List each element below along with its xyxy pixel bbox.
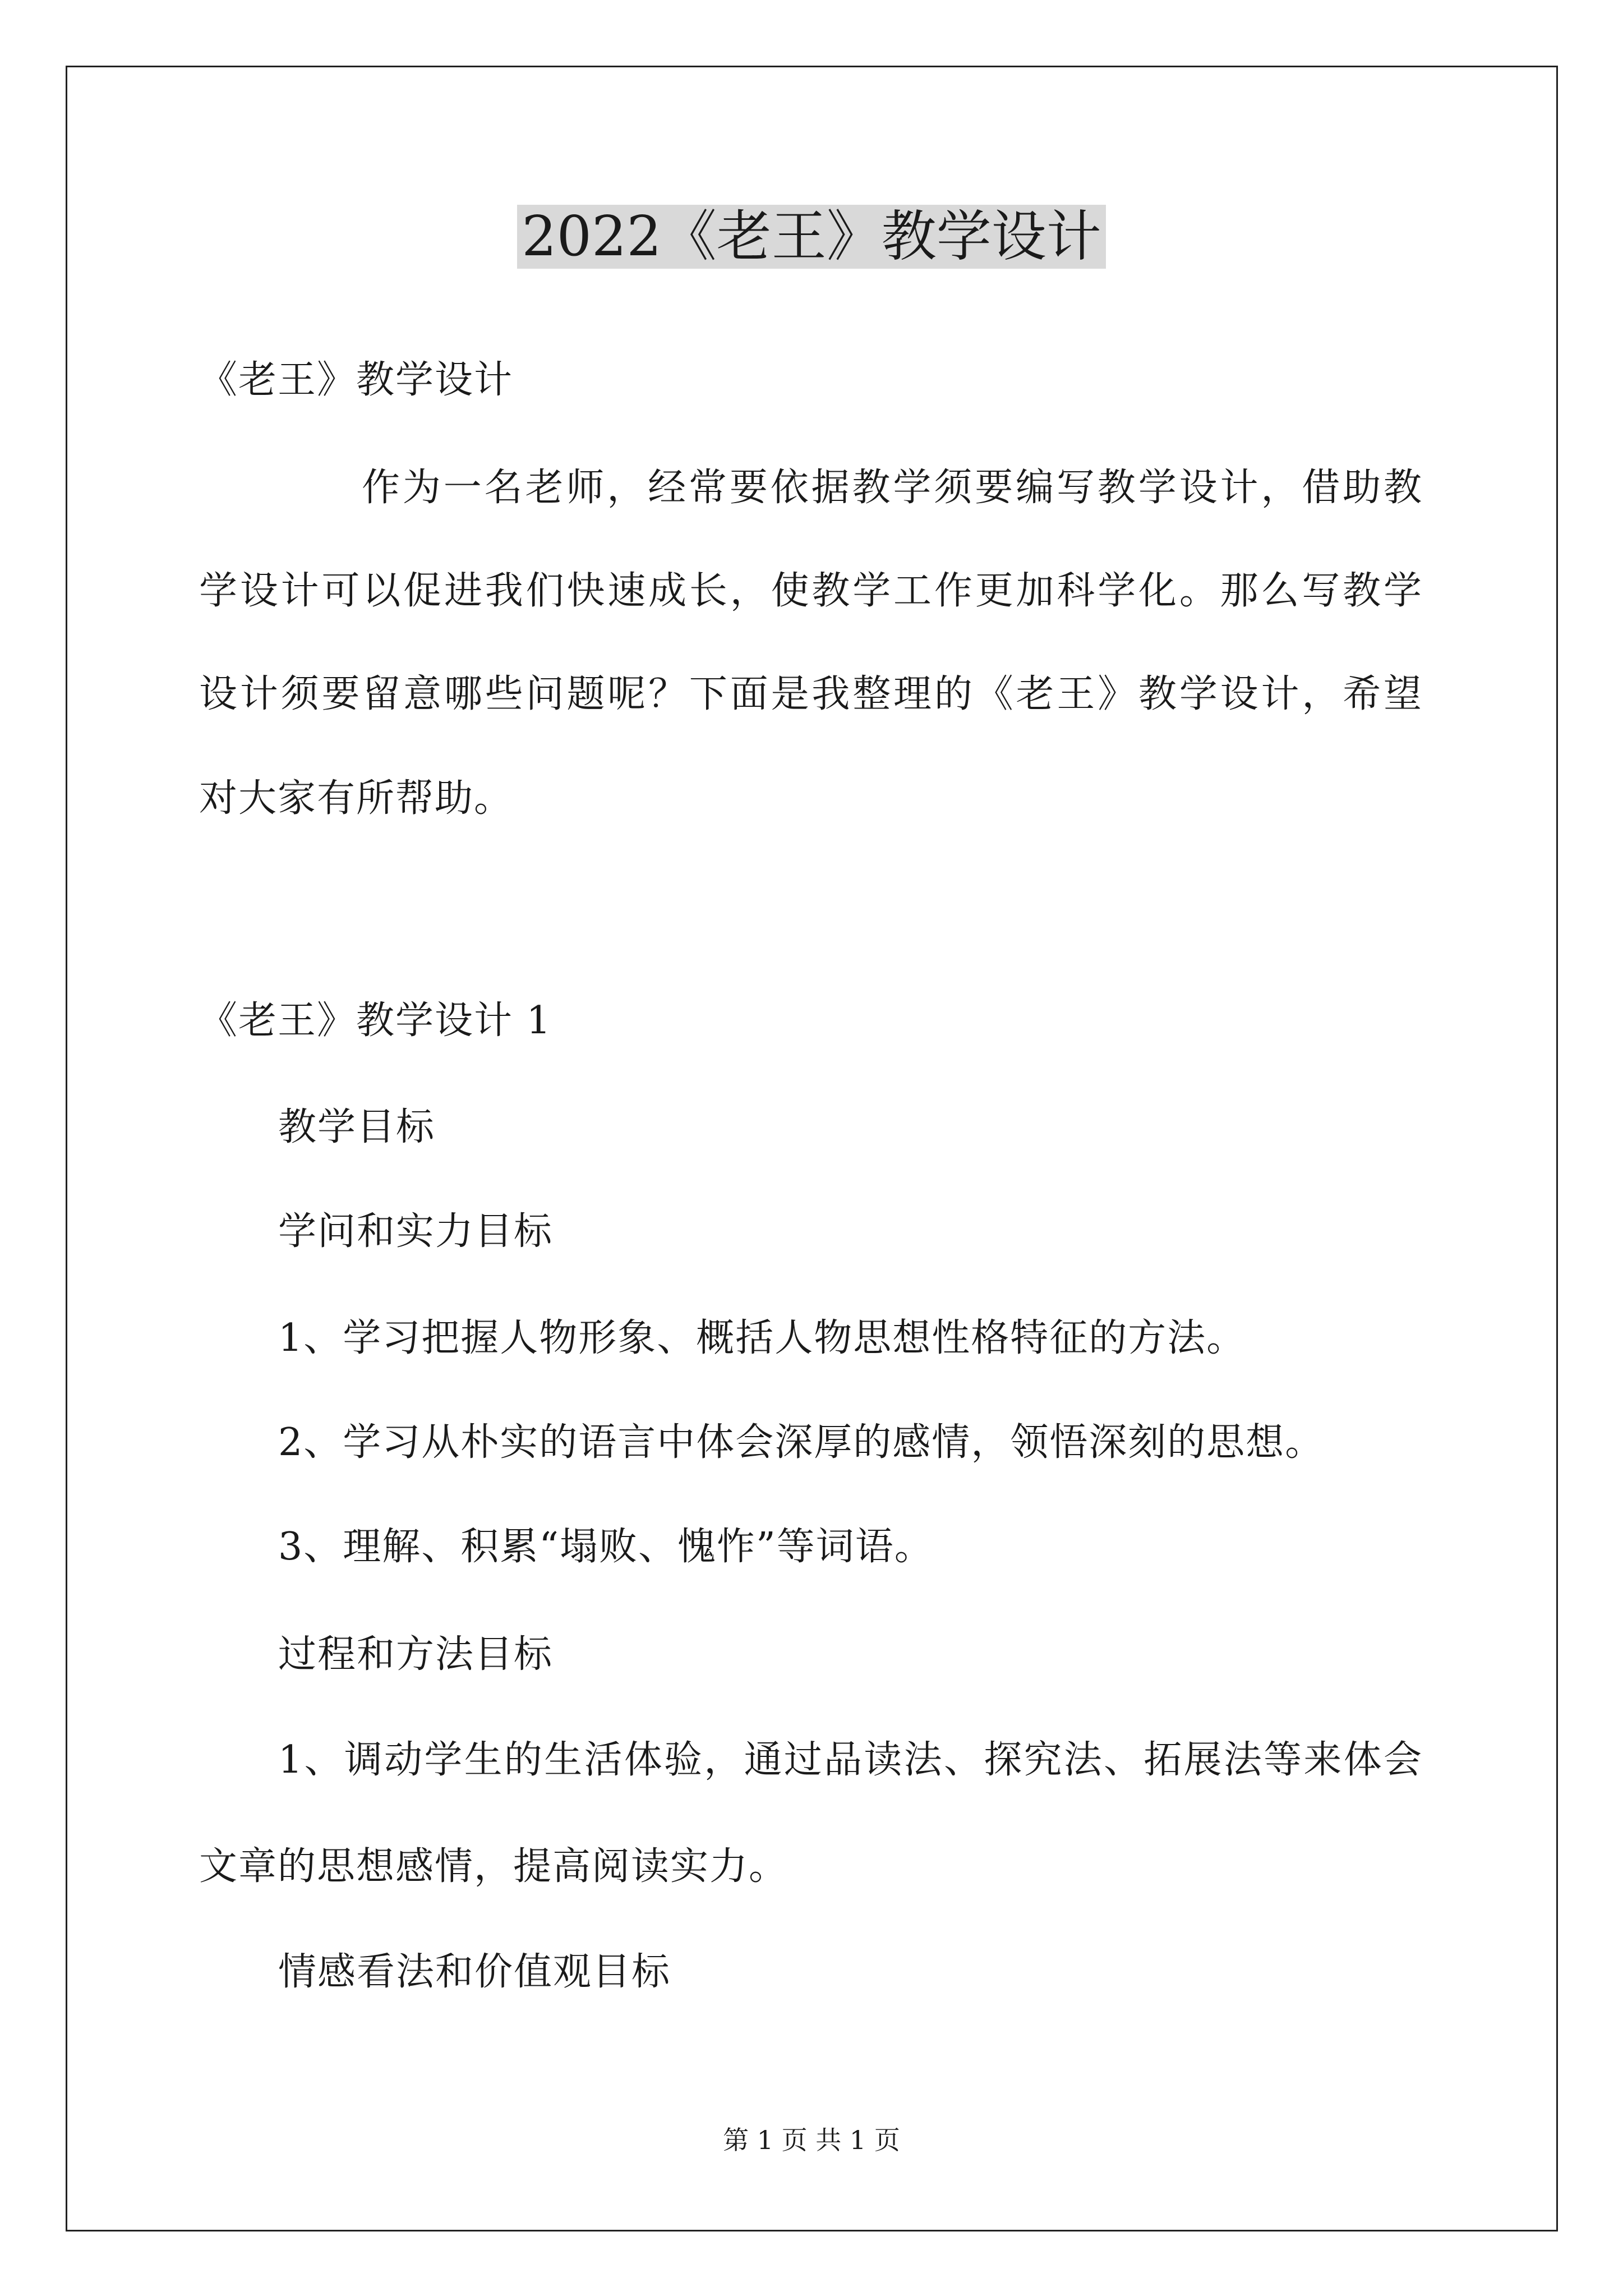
intro-line-3: 设计须要留意哪些问题呢？下面是我整理的《老王》教学设计，希望	[199, 672, 1423, 716]
emotion-heading: 情感看法和价值观目标	[278, 1950, 671, 1994]
intro-line-2: 学设计可以促进我们快速成长，使教学工作更加科学化。那么写教学	[199, 569, 1423, 613]
page-number-text: 第 1 页 共 1 页	[723, 2125, 900, 2155]
knowledge-item-3: 3、理解、积累“塌败、愧怍”等词语。	[278, 1525, 934, 1569]
document-subtitle: 《老王》教学设计	[199, 358, 514, 402]
teaching-goals-heading: 教学目标	[278, 1105, 436, 1149]
process-item-line-2: 文章的思想感情，提高阅读实力。	[199, 1844, 789, 1889]
section-heading: 《老王》教学设计 1	[199, 999, 552, 1043]
knowledge-item-2: 2、学习从朴实的语言中体会深厚的感情，领悟深刻的思想。	[278, 1420, 1325, 1465]
process-item-line-1: 1、调动学生的生活体验，通过品读法、探究法、拓展法等来体会	[278, 1738, 1423, 1782]
intro-line-1: 作为一名老师，经常要依据教学须要编写教学设计，借助教	[362, 466, 1423, 510]
page-footer	[0, 2123, 1623, 2157]
intro-line-4: 对大家有所帮助。	[199, 776, 514, 821]
document-title	[0, 197, 1623, 276]
knowledge-heading: 学问和实力目标	[278, 1209, 554, 1254]
process-heading: 过程和方法目标	[278, 1632, 554, 1677]
knowledge-item-1: 1、学习把握人物形象、概括人物思想性格特征的方法。	[278, 1316, 1246, 1360]
document-title-text: 2022《老王》教学设计	[517, 205, 1105, 269]
